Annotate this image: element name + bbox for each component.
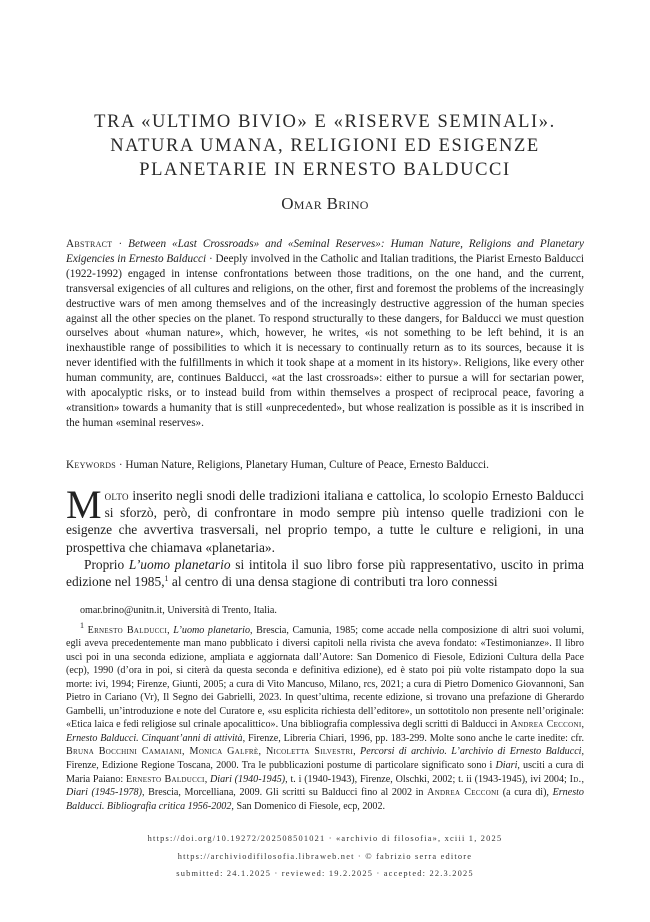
fn-cecconi: Andrea Cecconi [510, 719, 582, 731]
paragraph-2-start: Proprio [84, 556, 129, 572]
footer-doi-line: https://doi.org/10.19272/202508501021 · «archivio di filosofia», xciii 1, 2025 [147, 834, 503, 843]
title-line-1: TRA «ULTIMO BIVIO» E «RISERVE SEMINALI». [94, 112, 556, 132]
fn-text-e2: , [581, 773, 584, 785]
fn-text-h: , San Domenico di Fiesole, ecp, 2002. [231, 800, 386, 812]
fn-diari: Diari [495, 760, 518, 772]
fn-title-c: Percorsi di archivio. L’archivio di Ernesto Balducci [360, 746, 582, 758]
abstract [66, 237, 584, 431]
footnote-1: $^1$ Ernesto Balducci, L’uomo planetario, Brescia, Camunia, 1985; come accade nella composizione di altri suoi volumi, egli aveva precedentemente man mano pubblicato i diversi capitoli nella rivista che aveva fondato: «Testimonianze». Il libro uscì poi in una seconda edizione, ampliata e aggiornata dall’Autore: San Domenico di Fiesole, Edizioni Cultura della Pace (ecp), 1990 (d’ora in poi, si citerà da questa seconda e definitiva edizione), ed è stato poi più volte ristampato dopo la sua morte: ivi, 1994; Firenze, Giunti, 2005; a cura di Vito Mancuso, Milano, rcs, 2021; a cura di Pietro Domenico Giovannoni, San Pietro in Cariano (Vr), Il Segno dei Gabrielli, 2023. In quest’ultima, recente edizione, si trovano una prefazione di Gherardo Gambelli, un’introduzione e note del Curatore e, «su esplicita richiesta dell’editore», un sottotitolo non presente nell’originale: «Etica laica e fedi religiose sul crinale apocalittico». Una bibliografia complessiva degli scritti di Balducci in Andrea Cecconi, Ernesto Balducci. Cinquant’anni di attività, Firenze, Libreria Chiari, 1996, pp. 183-299. Molte sono anche le carte inedite: cfr. Bruna Bocchini Camaiani, Monica Galfrè, Nicoletta Silvestri, Percorsi di archivio. L’archivio di Ernesto Balducci, Firenze, Edizione Regione Toscana, 2000. Tra le pubblicazioni postume di particolare significato sono i Diari, usciti a cura di Maria Paiano: Ernesto Balducci, Diari (1940-1945), t. i (1940-1943), Firenze, Olschki, 2002; t. ii (1943-1945), ivi 2004; Id., Diari (1945-1978), Brescia, Morcelliana, 2009. Gli scritti su Balducci fino al 2002 in Andrea Cecconi (a cura di), Ernesto Balducci. Bibliografia critica 1956-2002, San Domenico di Fiesole, ecp, 2002. [66, 620, 585, 812]
fn-text-d: , usciti a cura di Maria Paiano: [66, 760, 584, 785]
fn-title-f: Diari (1945-1978) [66, 787, 142, 799]
fn-cecconi-2: Andrea Cecconi [427, 787, 500, 799]
fn-names: Bruna Bocchini Camaiani, Monica Galfrè, Nicoletta Silvestri [66, 746, 354, 758]
fn-book-title: L’uomo planetario [173, 624, 250, 636]
keywords [66, 458, 584, 473]
fn-text-b: , Firenze, Libreria Chiari, 1996, pp. 183-299. Molte sono anche le carte inedite: cfr. [242, 732, 584, 744]
abstract-label: Abstract [66, 238, 113, 250]
footer-url-line: https://archiviodifilosofia.libraweb.net · © fabrizio serra editore [177, 852, 473, 861]
footnote-number: 1 [80, 620, 84, 630]
fn-text-e: , t. i (1940-1943), Firenze, Olschki, 2002; t. ii (1943-1945), ivi 2004; [285, 773, 570, 785]
book-title: L’uomo planetario [128, 556, 231, 572]
fn-id: Id. [569, 773, 582, 785]
article-title [60, 110, 590, 182]
fn-text-a: , Brescia, Camunia, 1985; come accade nella composizione di altri suoi volumi, egli aveva precedentemente man mano pubblicato i diversi capitoli nella rivista che aveva fondato: «Testimonianze». Il libro uscì poi in una seconda edizione, ampliata e aggiornata dall’Autore: San Domenico di Fiesole, Edizioni Cultura della Pace (ecp), 1990 (d’ora in poi, si citerà da questa seconda e definitiva edizione), ed è stato poi più volte ristampato dopo la sua morte: ivi, 1994; Firenze, Giunti, 2005; a cura di Vito Mancuso, Milano, rcs, 2021; a cura di Pietro Domenico Giovannoni, San Pietro in Cariano (Vr), Il Segno dei Gabrielli, 2023. In quest’ultima, recente edizione, si trovano una prefazione di Gherardo Gambelli, un’introduzione e note del Curatore e, «su esplicita richiesta dell’editore», un sottotitolo non presente nell’originale: «Etica laica e fedi religiose sul crinale apocalittico». Una bibliografia complessiva degli scritti di Balducci in [66, 624, 585, 731]
paragraph-2-end: al centro di una densa stagione di contributi tra loro connessi [168, 574, 498, 590]
keywords-text: · Human Nature, Religions, Planetary Human, Culture of Peace, Ernesto Balducci. [116, 459, 489, 471]
fn-text-g: (a cura di), [499, 787, 553, 799]
abstract-separator: · [112, 238, 129, 250]
footnote-ref-1[interactable]: 1 [164, 574, 169, 584]
body-text [66, 482, 584, 590]
author-affiliation: omar.brino@unitn.it, Università di Trento, Italia. [80, 605, 277, 616]
drop-cap: M [66, 482, 102, 527]
title-line-2: NATURA UMANA, RELIGIONI ED ESIGENZE [110, 136, 540, 156]
fn-title-b: Ernesto Balducci. Cinquant’anni di attività [66, 732, 243, 744]
abstract-english-title: Between «Last Crossroads» and «Seminal Reserves»: Human Nature, Religions and Planetary Exigencies in Ernesto Balducci [66, 238, 584, 265]
fn-author: Ernesto Balducci [87, 624, 168, 636]
paragraph-1 [66, 482, 584, 556]
abstract-text: · Deeply involved in the Catholic and Italian traditions, the Piarist Ernesto Balducci (1922-1992) engaged in intense confrontations between those traditions, on the one hand, and the current, transversal exigencies of all cultures and religions, on the other, first and foremost the problems of the increasingly destructive wars of men among themselves and of the increasingly destructive aggression of the human species against all the other species on the planet. To respond structurally to these dangers, for Balducci we must question ourselves about «human nature», which, however, he writes, «is not something to be left behind, it is an inexhaustible range of possibilities to which it is necessary to continually return as to its sources, because it is never identified with the fulfillments in which it took shape at a moment in its history». Religions, like every other human community, are, continues Balducci, «at the last crossroads»: either to pursue a will for sectarian power, with apocalyptic risks, or to instead build from within themselves a prospect of reciprocal peace, favoring a «transition» towards a humanity that is still «unprecedented», but whose realization is possible as it is inscribed in the human «seminal reserves». [66, 252, 585, 429]
paragraph-2-middle: si intitola il suo libro forse più rappresentativo, uscito in prima edizione nel 1985, [66, 556, 584, 590]
footer-dates-line: submitted: 24.1.2025 · reviewed: 19.2.2025 · accepted: 22.3.2025 [176, 869, 474, 878]
title-line-3: PLANETARIE IN ERNESTO BALDUCCI [139, 160, 511, 180]
paragraph-2 [66, 556, 584, 590]
fn-text-c: , Firenze, Edizione Regione Toscana, 2000. Tra le pubblicazioni postume di particolare significato sono i [66, 746, 585, 772]
fn-text-f: , Brescia, Morcelliana, 2009. Gli scritti su Balducci fino al 2002 in [141, 787, 428, 799]
fn-title-d: Diari (1940-1945) [210, 773, 286, 785]
lead-word: olto [104, 488, 129, 503]
fn-title-g: Ernesto Balducci. Bibliografia critica 1956-2002 [66, 787, 584, 812]
paragraph-1-text: inserito negli snodi delle tradizioni italiana e cattolica, lo scolopio Ernesto Balducci si sforzò, però, di confrontare in modo sempre più intenso quelle tradizioni con le esigenze che avvertiva trasversali, nel proprio tempo, a tutte le culture e religioni, in una prospettiva che chiamava «planetaria». [66, 488, 584, 555]
keywords-label: Keywords [66, 459, 117, 471]
fn-author-2: Ernesto Balducci [125, 773, 205, 785]
footnotes [66, 604, 584, 813]
author-name: Omar Brino [281, 194, 369, 213]
